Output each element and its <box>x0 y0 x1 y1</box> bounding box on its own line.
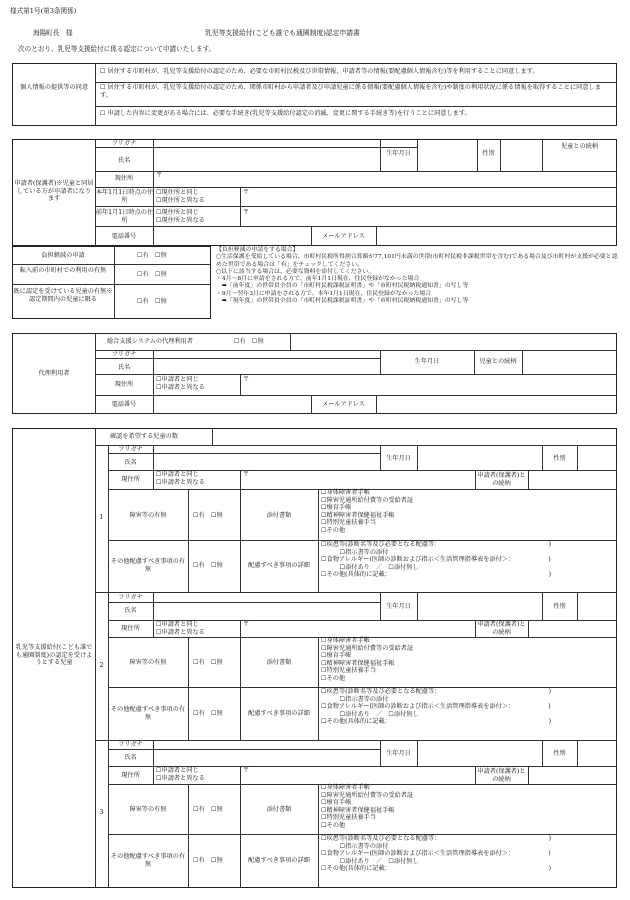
attachments-label: 添付書類 <box>266 806 292 813</box>
address-prev-jan-options[interactable]: ☐現住所と同じ ☐現住所と異なる <box>156 209 205 224</box>
page-title: 乳児等支援給付(こども誰でも通園制度)認定申請書 <box>205 29 360 37</box>
child-relation-label: 申請者(保護者)との続柄 <box>477 768 526 783</box>
consider-detail-list[interactable]: ☐疾患等(診断名等及び必要となる配慮等： ) ☐指示書等の添付 ☐食物アレルギー(医師の診断および指示＜生活管理指導表を添付＞： ) ☐添付あり ／ ☐添付無し ☐その他(具体的に記載： ) <box>321 688 552 726</box>
burden-label: 負担軽減の申請 <box>41 252 85 259</box>
proxy-name-label: 氏名 <box>117 364 131 371</box>
gender-label: 性別 <box>482 150 495 157</box>
consider-detail-label: 配慮すべき事項の詳細 <box>248 710 310 717</box>
consider-label: その他配慮すべき事項の有無 <box>110 558 186 573</box>
attachments-list[interactable]: ☐身体障害者手帳 ☐障害児通所給付費等の受給者証 ☐療育手帳 ☐精神障害者保健福祉手帳 ☐特別児童扶養手当 ☐その他 <box>321 784 414 829</box>
applicant-heading: 申請者(保護者)※児童と同居している方が申請者になります <box>14 180 94 203</box>
dob-label: 生年月日 <box>386 150 411 157</box>
child-name-label: 氏名 <box>124 754 137 761</box>
consider-detail-list[interactable]: ☐疾患等(診断名等及び必要となる配慮等： ) ☐指示書等の添付 ☐食物アレルギー(医師の診断および指示＜生活管理指導表を添付＞： ) ☐添付あり ／ ☐添付無し ☐その他(具体的に記載： ) <box>321 835 552 873</box>
child-furigana-label: フリガナ <box>118 594 143 601</box>
child-address-options[interactable]: ☐申請者と同じ ☐申請者と異なる <box>156 471 205 486</box>
proxy-furigana-label: フリガナ <box>111 351 137 358</box>
disability-label: 障害等の有無 <box>129 512 167 519</box>
disability-label: 障害等の有無 <box>129 806 167 813</box>
proxy-phone-label: 電話番号 <box>111 401 137 408</box>
proxy-dob-label: 生年月日 <box>414 358 440 365</box>
child-dob-label: 生年月日 <box>386 455 411 462</box>
child-address-options[interactable]: ☐申請者と同じ ☐申請者と異なる <box>156 767 205 782</box>
consent-heading: 個人情報の提供等の同意 <box>19 84 89 91</box>
proxy-postal-mark: 〒 <box>243 376 250 383</box>
child-number: 1 <box>99 514 104 521</box>
form-number: 様式第1号(第3条関係) <box>10 7 77 15</box>
child-gender-label: 性別 <box>553 603 566 610</box>
disability-options[interactable]: ☐有 ☐無 <box>193 806 223 813</box>
child-gender-label: 性別 <box>553 750 566 757</box>
consider-label: その他配慮すべき事項の有無 <box>110 706 186 721</box>
attachments-label: 添付書類 <box>266 659 292 666</box>
proxy-system-label: 総合支援システムの代理利用者 <box>107 338 194 345</box>
child-address-options[interactable]: ☐申請者と同じ ☐申請者と異なる <box>156 621 205 636</box>
consent-item-1[interactable]: ☐ 居住する市町村が、乳児等支援給付の認定のため、必要な市町村民税及び世帯情報、申請者等の情報(要配慮個人情報含む)等を利用することに同意します。 <box>100 68 539 75</box>
disability-label: 障害等の有無 <box>129 659 167 666</box>
name-label: 氏名 <box>117 157 131 164</box>
proxy-email-label: メールアドレス <box>321 401 365 408</box>
child-name-label: 氏名 <box>124 459 137 466</box>
consider-detail-list[interactable]: ☐疾患等(診断名等及び必要となる配慮等： ) ☐指示書等の添付 ☐食物アレルギー(医師の診断および指示＜生活管理指導表を添付＞： ) ☐添付あり ／ ☐添付無し ☐その他(具体的に記載： ) <box>321 541 552 579</box>
consider-label: その他配慮すべき事項の有無 <box>110 853 186 868</box>
proxy-relation-label: 児童との続柄 <box>479 358 517 365</box>
attachments-list[interactable]: ☐身体障害者手帳 ☐障害児通所給付費等の受給者証 ☐療育手帳 ☐精神障害者保健福祉手帳 ☐特別児童扶養手当 ☐その他 <box>321 637 414 682</box>
consent-item-3[interactable]: ☐ 申請した内容に変更がある場合には、必要な手続き(乳児等支援給付認定の消滅、変更に関する手続き等)を行うことに同意します。 <box>100 110 471 117</box>
postal-mark: 〒 <box>156 172 163 179</box>
burden-options[interactable]: ☐有 ☐無 <box>137 252 167 259</box>
child-postal-mark: 〒 <box>243 621 250 628</box>
child-postal-mark: 〒 <box>243 767 250 774</box>
children-heading: 乳児等支援給付(こども誰でも通園制度)の認定を受けようとする児童 <box>15 644 93 667</box>
proxy-address-label: 現住所 <box>114 381 134 388</box>
child-address-label: 現住所 <box>121 476 140 483</box>
proxy-heading: 代理利用者 <box>38 370 70 377</box>
consider-detail-label: 配慮すべき事項の詳細 <box>248 857 310 864</box>
child-postal-mark: 〒 <box>243 471 250 478</box>
addressee: 海陽町長 様 <box>33 29 73 37</box>
child-name-label: 氏名 <box>124 607 137 614</box>
child-address-label: 現住所 <box>121 625 140 632</box>
child-relation-label: 申請者(保護者)との続柄 <box>477 621 526 636</box>
address-prev-jan-label: 前年1月1日時点の住所 <box>95 209 154 224</box>
disability-options[interactable]: ☐有 ☐無 <box>193 659 223 666</box>
child-dob-label: 生年月日 <box>386 750 411 757</box>
child-number: 2 <box>99 662 104 669</box>
consider-options[interactable]: ☐有 ☐無 <box>193 857 223 864</box>
child-furigana-label: フリガナ <box>118 741 143 748</box>
intro-text: 次のとおり、乳児等支援給付に係る認定について申請いたします。 <box>18 45 216 53</box>
existing-cert-options[interactable]: ☐有 ☐無 <box>137 298 167 305</box>
proxy-system-options[interactable]: ☐有 ☐無 <box>234 338 264 345</box>
child-address-label: 現住所 <box>121 772 140 779</box>
consider-detail-label: 配慮すべき事項の詳細 <box>248 562 310 569</box>
transfer-label: 転入前の市町村での利用の有無 <box>19 267 107 274</box>
child-number: 3 <box>99 809 104 816</box>
consent-item-2[interactable]: ☐ 居住する市町村が、乳児等支援給付の認定のため、関係市町村から申請者及び申請児童に係る情報(要配慮個人情報を含む)や制度の利用状況に係る情報を取得することに同意します。 <box>100 84 601 99</box>
children-count-label: 確認を希望する児童の数 <box>110 433 179 440</box>
address-jan-label: 本年1月1日時点の住所 <box>95 189 154 204</box>
existing-cert-label: 既に認定を受けている児童の有無※認定期間内の児童に限る <box>13 288 113 303</box>
attachments-label: 添付書類 <box>266 512 292 519</box>
transfer-options[interactable]: ☐有 ☐無 <box>137 271 167 278</box>
furigana-label: フリガナ <box>111 140 137 147</box>
disability-options[interactable]: ☐有 ☐無 <box>193 512 223 519</box>
proxy-address-options[interactable]: ☐申請者と同じ ☐申請者と異なる <box>156 376 205 391</box>
relation-label: 児童との続柄 <box>560 143 599 150</box>
email-label: メールアドレス <box>321 233 365 240</box>
postal-mark-2: 〒 <box>243 189 250 196</box>
address-label: 現住所 <box>114 175 134 182</box>
child-furigana-label: フリガナ <box>118 446 143 453</box>
child-dob-label: 生年月日 <box>386 603 411 610</box>
consider-options[interactable]: ☐有 ☐無 <box>193 710 223 717</box>
attachments-list[interactable]: ☐身体障害者手帳 ☐障害児通所給付費等の受給者証 ☐療育手帳 ☐精神障害者保健福祉手帳 ☐特別児童扶養手当 ☐その他 <box>321 489 414 534</box>
phone-label: 電話番号 <box>111 233 137 240</box>
burden-notes: 【負担軽減の申請をする場合】 ○生活保護を受給している場合、市町村民税所得割合算額が77,101円未満の世帯(市町村民税非課税世帯を含む)である場合及び市町村が支援が必要と認めた世帯である場合は「有」をチェックしてください。 ○以下に該当する場合は、必要な資料を添付してください。 ・4月～8月に申請をされる方で、前年1月1日現在、住民登録がなかった場合 ➡「前年度」の世帯員全員の「市町村民税課税証明書」や「市町村民税納税通知書」の写し等 ・9月～翌年3月に申請をされる方で、本年1月1日現在、住民登録がなかった場合 ➡「現年度」の世帯員全員の「市町村民税課税証明書」や「市町村民税納税通知書」の写し等 <box>216 247 618 305</box>
consider-options[interactable]: ☐有 ☐無 <box>193 562 223 569</box>
child-gender-label: 性別 <box>553 455 566 462</box>
child-relation-label: 申請者(保護者)との続柄 <box>477 472 526 487</box>
postal-mark-3: 〒 <box>243 209 250 216</box>
address-jan-options[interactable]: ☐現住所と同じ ☐現住所と異なる <box>156 189 205 204</box>
